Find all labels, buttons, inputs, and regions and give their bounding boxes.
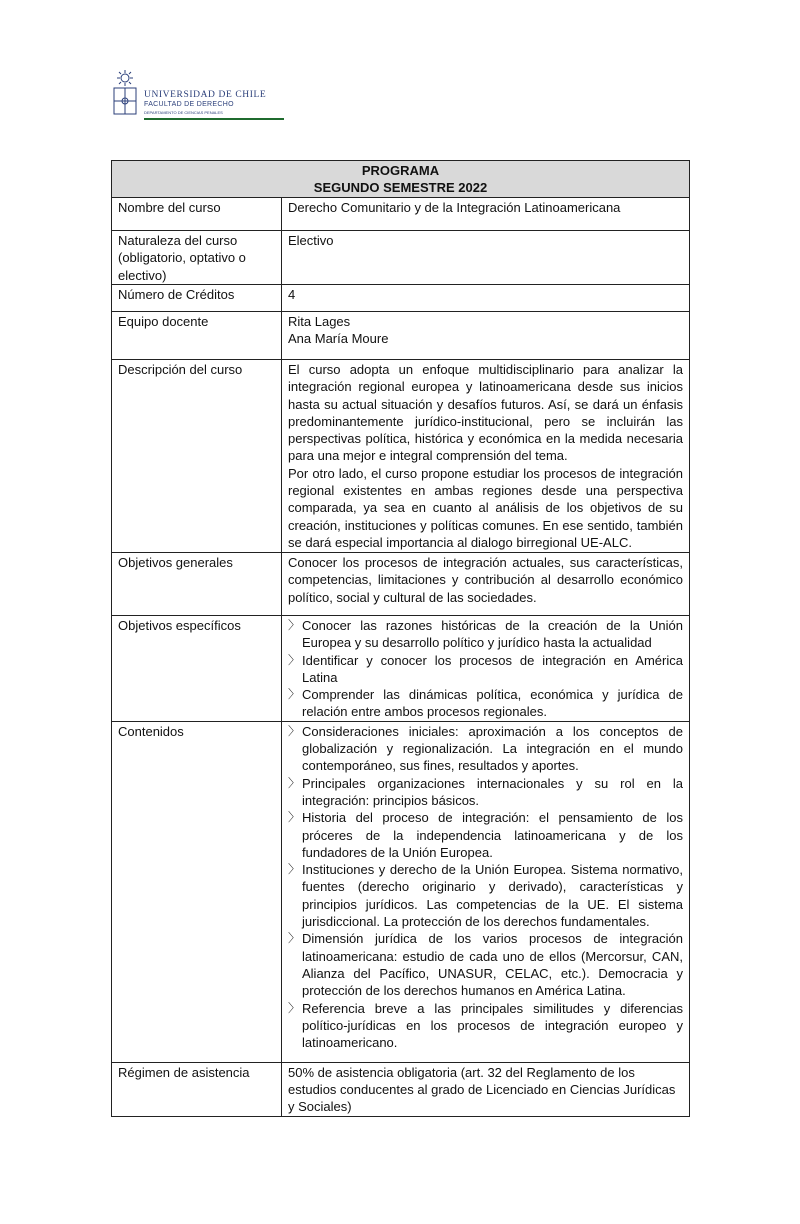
teacher-name: Rita Lages <box>288 314 351 329</box>
table-row <box>112 360 690 553</box>
description-paragraph: Por otro lado, el curso propone estudiar los procesos de integración regional existentes en ambas regiones desde una perspectiva comparada, ya sea en cuanto al análisis de los objetivos de su creación, instituciones y políticas comunes. En ese sentido, también se dará especial importancia al dialogo birregional UE-ALC. <box>288 465 683 550</box>
list-item: 〉 Referencia breve a las principales similitudes y diferencias político-jurídicas en los procesos de integración europeo y latinoamericano. <box>288 1000 683 1051</box>
row-label: Equipo docente <box>112 312 282 360</box>
university-logo <box>112 70 292 122</box>
teacher-name: Ana María Moure <box>288 331 389 347</box>
bullet-icon: 〉 <box>288 687 301 702</box>
table-row <box>112 285 690 312</box>
bullet-icon: 〉 <box>288 723 301 738</box>
teaching-team <box>282 312 690 360</box>
bullet-icon: 〉 <box>288 931 301 946</box>
list-item: 〉 Dimensión jurídica de los varios procesos de integración latinoamericana: estudio de cada uno de ellos (Mercorsur, CAN, Alianza del Pacífico, UNASUR, CELAC, etc.). Democracia y protección de los derechos humanos en América Latina. <box>288 931 683 999</box>
list-item: 〉 Instituciones y derecho de la Unión Europea. Sistema normativo, fuentes (derecho originario y derivado), características y principios jurídicos. Las competencias de la UE. El sistema jurisdiccional. La protección de los derechos fundamentales. <box>288 862 683 930</box>
logo-faculty-name: FACULTAD DE DERECHO <box>144 101 234 108</box>
table-row <box>112 312 690 360</box>
table-row <box>112 1062 690 1116</box>
logo-divider <box>144 118 284 120</box>
logo-university-name: UNIVERSIDAD DE CHILE <box>144 90 267 100</box>
list-item: 〉 Comprender las dinámicas política, económica y jurídica de relación entre ambos procesos regionales. <box>288 687 683 720</box>
table-row <box>112 553 690 616</box>
bullet-icon: 〉 <box>288 1000 301 1015</box>
logo-department-name: DEPARTAMENTO DE CIENCIAS PENALES <box>144 110 223 115</box>
table-row <box>112 721 690 1062</box>
bullet-icon: 〉 <box>288 810 301 825</box>
list-item: 〉 Consideraciones iniciales: aproximación a los conceptos de globalización y regionalización. La integración en el mundo contemporáneo, sus fines, resultados y aportes. <box>288 723 683 774</box>
list-item: 〉 Conocer las razones históricas de la creación de la Unión Europea y su desarrollo político y jurídico hasta la actualidad <box>288 618 683 651</box>
list-item: 〉 Historia del proceso de integración: el pensamiento de los próceres de la independencia latinoamericana y de los fundadores de la Unión Europea. <box>288 810 683 860</box>
row-label: Objetivos generales <box>112 553 282 616</box>
course-name: Derecho Comunitario y de la Integración Latinoamericana <box>282 198 690 231</box>
table-row <box>112 616 690 722</box>
bullet-icon: 〉 <box>288 862 301 877</box>
row-label: Nombre del curso <box>112 198 282 231</box>
list-item: 〉 Identificar y conocer los procesos de integración en América Latina <box>288 652 683 685</box>
program-title: PROGRAMA <box>361 163 440 178</box>
bullet-icon: 〉 <box>288 618 301 632</box>
list-item: 〉 Principales organizaciones internacionales y su rol en la integración: principios básicos. <box>288 775 683 808</box>
contents <box>282 721 690 1062</box>
row-label: Descripción del curso <box>112 360 282 553</box>
course-nature: Electivo <box>282 231 690 285</box>
course-description <box>282 360 690 553</box>
row-label: Número de Créditos <box>112 285 282 312</box>
bullet-icon: 〉 <box>288 775 301 790</box>
row-label: Naturaleza del curso (obligatorio, optativo o electivo) <box>112 231 282 285</box>
specific-objectives <box>282 616 690 722</box>
description-paragraph: El curso adopta un enfoque multidisciplinario para analizar la integración regional europea y latinoamericana desde sus inicios hasta su actual situación y desafíos futuros. Así, se dará un énfasis predominantemente jurídico-institucional, pero se incluirán las perspectivas política, histórica y económica en la medida necesaria para una mejor e integral comprensión del tema. <box>288 362 683 464</box>
university-crest-icon <box>112 70 138 116</box>
table-row <box>112 198 690 231</box>
bullet-icon: 〉 <box>288 652 301 667</box>
row-label: Régimen de asistencia <box>112 1062 282 1116</box>
program-semester: SEGUNDO SEMESTRE 2022 <box>313 180 488 195</box>
table-row <box>112 231 690 285</box>
program-table <box>111 160 690 1117</box>
table-header <box>112 161 690 198</box>
attendance-regime: 50% de asistencia obligatoria (art. 32 del Reglamento de los estudios conducentes al grado de Licenciado en Ciencias Jurídicas y Sociales) <box>282 1062 690 1116</box>
row-label: Contenidos <box>112 721 282 1062</box>
course-credits: 4 <box>282 285 690 312</box>
row-label: Objetivos específicos <box>112 616 282 722</box>
general-objectives: Conocer los procesos de integración actuales, sus características, competencias, limitaciones y contribución al desarrollo económico político, social y cultural de las sociedades. <box>282 553 690 616</box>
